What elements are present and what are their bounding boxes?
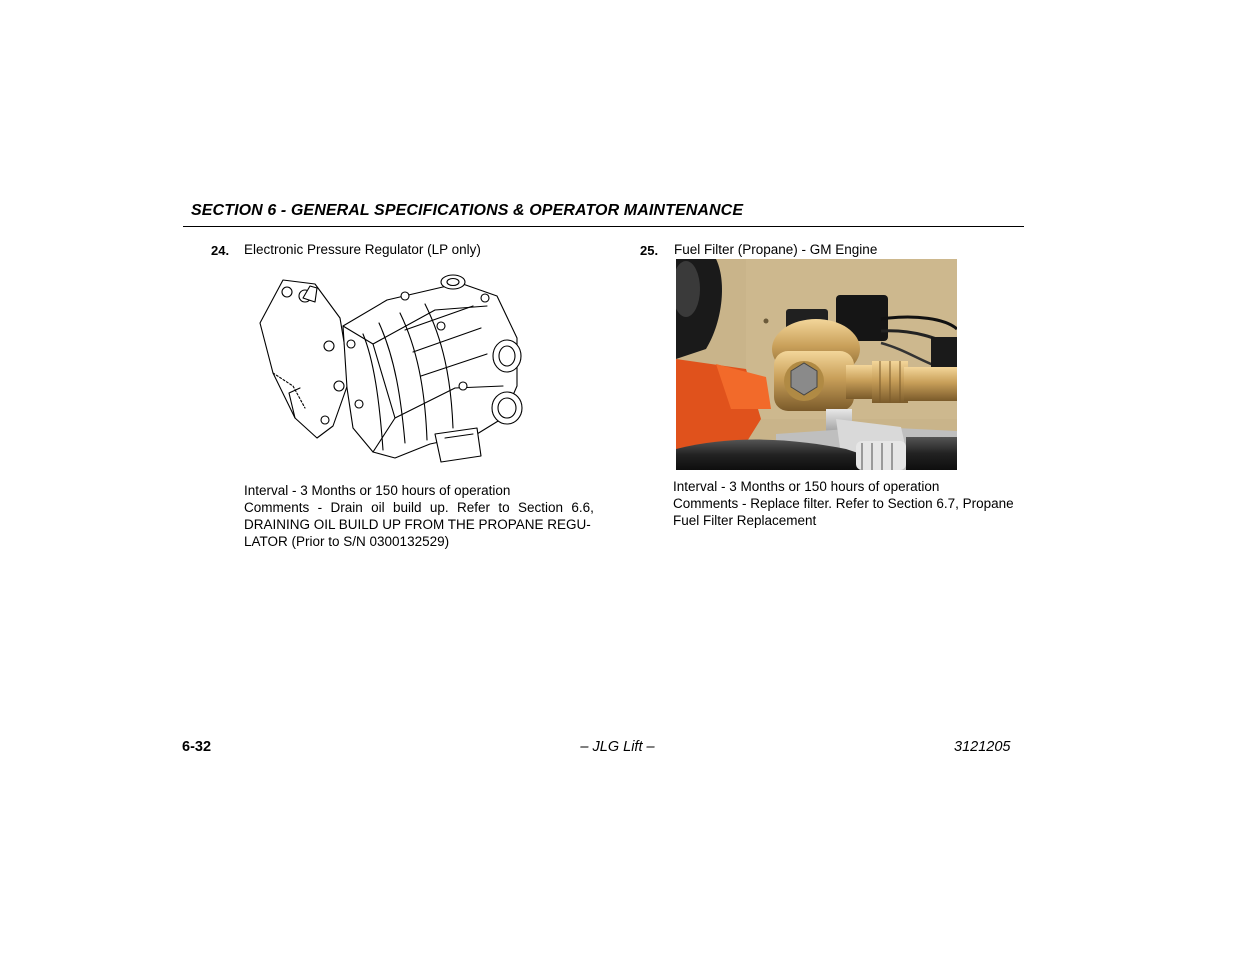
word: build [392, 500, 422, 515]
item-24-title: Electronic Pressure Regulator (LP only) [244, 242, 481, 257]
item-24-interval: Interval - 3 Months or 150 hours of operation [244, 483, 511, 498]
item-24-comments-line-2: DRAINING OIL BUILD UP FROM THE PROPANE REGU- [244, 517, 591, 532]
item-25-comments-line-1: Comments - Replace filter. Refer to Section 6.7, Propane [673, 496, 1014, 511]
item-25-interval: Interval - 3 Months or 150 hours of operation [673, 479, 940, 494]
word: oil [371, 500, 385, 515]
item-24-details [244, 482, 594, 550]
pressure-regulator-illustration [255, 268, 530, 464]
word: - [317, 500, 323, 515]
item-25-title: Fuel Filter (Propane) - GM Engine [674, 242, 878, 257]
header-rule [183, 226, 1024, 227]
word: up. [429, 500, 449, 515]
item-24-number: 24. [211, 243, 230, 258]
item-25-number: 25. [640, 243, 659, 258]
fuel-filter-photo [676, 259, 957, 470]
word: Drain [330, 500, 363, 515]
word: to [498, 500, 510, 515]
section-header-title: SECTION 6 - GENERAL SPECIFICATIONS & OPERATOR MAINTENANCE [191, 202, 744, 219]
item-24-comments-line-1 [244, 499, 594, 516]
word: Comments [244, 500, 310, 515]
footer-doc-number: 3121205 [954, 739, 1011, 755]
footer-page-number: 6-32 [182, 739, 212, 755]
item-24-comments-line-3: LATOR (Prior to S/N 0300132529) [244, 534, 450, 549]
item-25-comments-line-2: Fuel Filter Replacement [673, 513, 817, 528]
word: 6.6, [571, 500, 594, 515]
word: Refer [457, 500, 491, 515]
word: Section [518, 500, 564, 515]
footer-center-title: – JLG Lift – [580, 739, 655, 755]
item-25-details [673, 478, 1028, 529]
